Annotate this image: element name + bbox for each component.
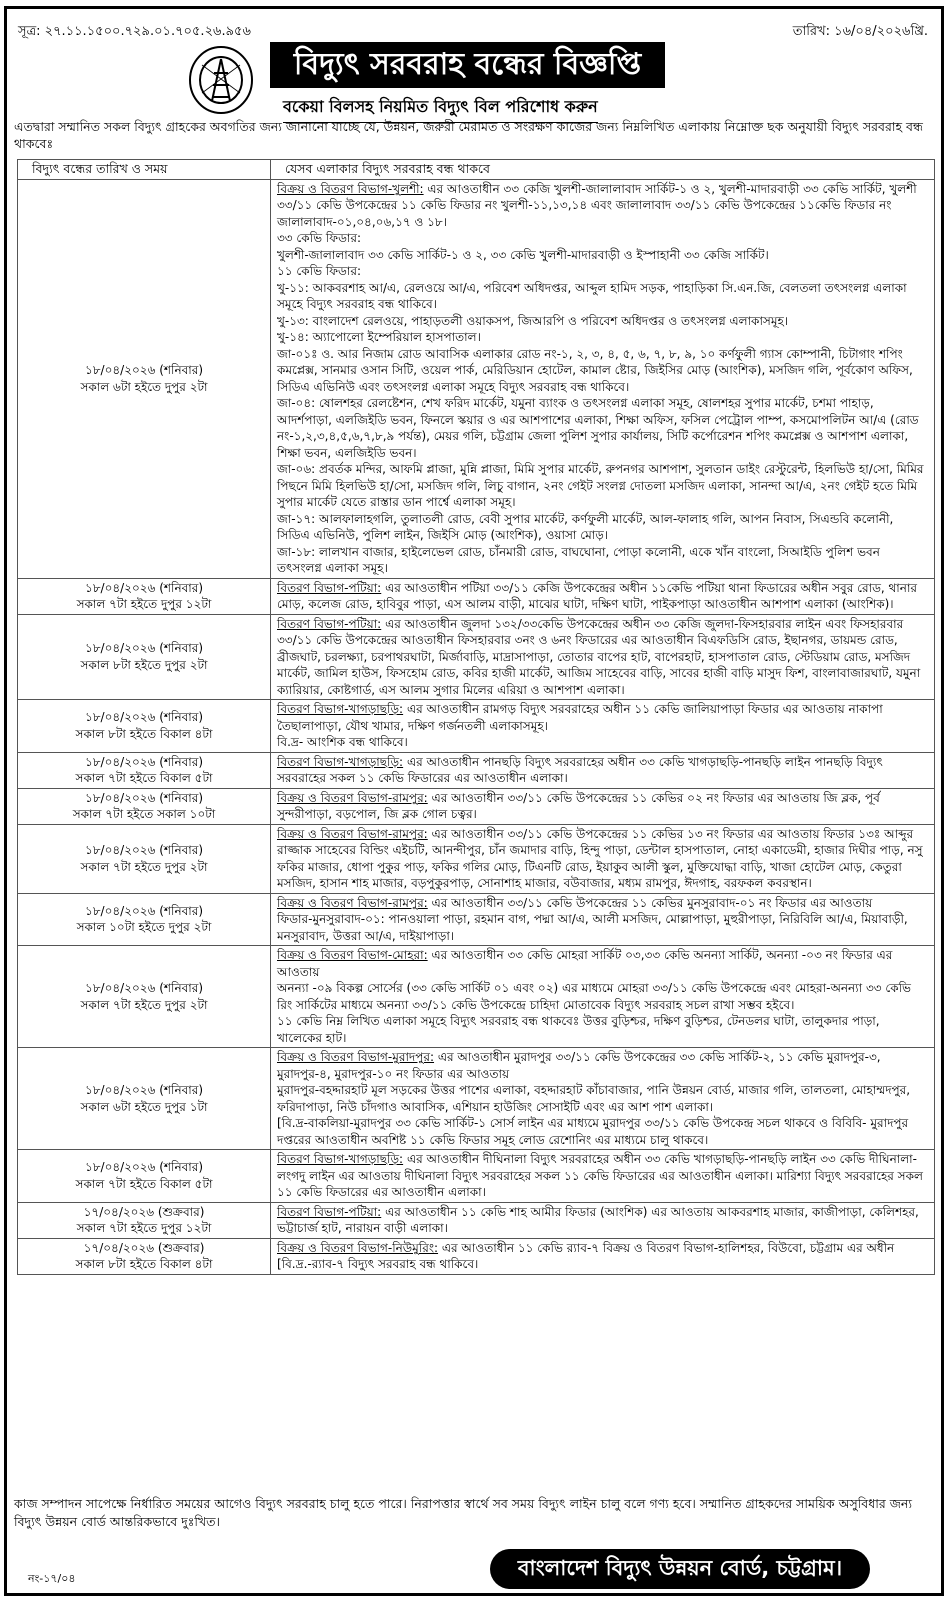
division-name: বিতরণ বিভাগ-খাগড়াছড়ি: — [277, 702, 404, 716]
area-text: এর আওতাধীন রামগড় বিদ্যুৎ সরবরাহের অধীন ১১ কেভি জালিয়াপাড়া ফিডার এর আওতায় নাকাপা তৈছালাপাড়া, যৌথ খামার, দক্ষিণ গর্জনতলী এলাকাসমূহ। — [277, 702, 883, 733]
area-text: জা-০৪: ষোলশহর রেলষ্টেশন, শেখ ফরিদ মার্কেট, যমুনা ব্যাংক ও তৎসংলগ্ন এলাকা সমূহ, ষোলশহর সুপার মার্কেট, চশমা পাহাড়, আদর্শপাড়া, এলজিইডি ভবন, ফিনলে স্কয়ার ও এর আশপাশের এলাকা, শিক্ষা অফিস, ফসিল পেট্রোল পাম্প, কসমোপলিটন আ/এ (রোড নং-১,২,৩,৪,৫,৬,৭,৮,৯ পর্যন্ত), মেয়র গলি, চট্টগ্রাম জেলা পুলিশ সুপার কার্যালয়, সিটি কর্পোরেশন শপিং কমপ্লেক্স ও আশপাশ এলাকা, শিক্ষা ভবন, এলজিইডি ভবন। — [277, 396, 919, 460]
area-text: খু-১৪: অ্যাপোলো ইম্পেরিয়াল হাসপাতাল। — [277, 330, 481, 344]
table-row — [18, 614, 935, 700]
outage-time: সকাল ৮টা হইতে দুপুর ২টা — [80, 657, 208, 672]
affected-areas — [271, 1150, 935, 1203]
table-row — [18, 824, 935, 893]
table-row — [18, 1150, 935, 1203]
area-text: এর আওতাধীন ৩৩/১১ কেভি উপকেন্দ্রের ১১ কেভির ১৩ নং ফিডার এর আওতায় ফিডার ১৩ঃ আব্দুর রাজ্জাক সাহেবের বিল্ডিং এইচটি, আনন্দীপুর, চাঁন জমাদার বাড়ি, হিন্দু পাড়া, ডেন্টাল হাসপাতাল, নোহা একাডেমী, হাজার দিঘীর পাড়, নসু ফকির মাজার, ধোপা পুকুর পাড়, ফকির গলির মোড়, টিএনটি রোড, ইয়াকুব আলী স্কুল, মুক্তিযোদ্ধা বাড়ি, খাজা হোটেল মোড়, কেতুরা মসজিদ, হাসান শাহ মাজার, বড়পুকুরপাড়, সোনাশাহ মাজার, বউবাজার, মধ্যম রামপুর, ঈদগাহ, বরফকল কবরস্থান। — [277, 826, 923, 890]
area-paragraph — [277, 329, 928, 346]
affected-areas — [271, 1202, 935, 1238]
area-paragraph — [277, 1013, 928, 1046]
affected-areas — [271, 788, 935, 824]
table-row — [18, 1202, 935, 1238]
area-paragraph — [277, 346, 928, 396]
division-name: বিতরণ বিভাগ-পটিয়া: — [277, 616, 382, 631]
area-text: খুলশী-জালালাবাদ ৩৩ কেভি সার্কিট-১ ও ২, ৩৩ কেভি খুলশী-মাদারবাড়ী ও ইস্পাহানী ৩৩ কেজি সার্কিট। — [277, 247, 769, 262]
area-paragraph — [277, 734, 928, 751]
area-text: এর আওতাধীন পটিয়া ৩৩/১১ কেজি উপকেন্দ্রের অধীন ১১কেভি পটিয়া থানা ফিডারের অধীন সবুর রোড, থানার মোড়, কলেজ রোড, হাবিবুর পাড়া, এস আলম বাড়ী, মাঝের ঘাটা, দক্ষিণ ঘাটা, পাইকপাড়া আওতাধীন আশপাশ এলাকা (আংশিক)। — [277, 580, 918, 611]
area-paragraph — [277, 395, 928, 461]
division-name: বিতরণ বিভাগ-পটিয়া: — [277, 580, 382, 595]
area-text: এর আওতাধীন জুলদা ১৩২/৩৩কেভি উপকেন্দ্রের অধীন ৩৩ কেজি জুলদা-ফিসহারবার লাইন এবং ফিসহারবার ৩৩/১১ কেভি উপকেন্দ্রের আওতাধীন ফিসহারবার ৩নং ও ৬নং ফিডারের এর আওতাধীন বিএফডিসি রোড, ইছানগর, ডায়মন্ড রোড, ব্রীজঘাট, চরলক্ষ্যা, চরপাথরঘাটা, মির্জাবাড়ি, মাদ্রাসাপাড়া, তোতার বাপের হাট, বাপেরহাট, হাসপাতাল রোড, স্টেডিয়াম রোড, মসজিদ মার্কেট, জামিল হাউস, ফিসহোম রোড, কবির হাজী মার্কেট, আজিম সাহেবের বাড়ি, সাবের হাজী বাড়ি মাসুদ ফিশ, বাংলাবাজারঘাট, যমুনা ক্যারিয়ার, কোষ্টগার্ড, এস আলম সুগার মিলের এরিয়া ও আশপাশ এলাকা। — [277, 616, 921, 697]
area-text: জা-০৬: প্রবর্তক মন্দির, আফমি প্লাজা, মুন্নি প্লাজা, মিমি সুপার মার্কেট, রুপনগর আশপাশ, সুলতান ডাইং রেস্টুরেন্ট, হিলভিউ হা/সো, মিমির পিছনে মিমি হিলভিউ হা/সো, মসজিদ গলি, লিচু বাগান, ২নং গেইট সংলগ্ন দোতলা মসজিদ এলাকা, সানন্দা আ/এ, ২নং গেইট হতে মিমি সুপার মার্কেট যেতে রাস্তার ডান পার্শ্বে এলাকা সমূহ। — [277, 462, 924, 509]
division-name: বিক্রয় ও বিতরণ বিভাগ-রামপুর: — [277, 895, 428, 910]
outage-time: সকাল ৮টা হইতে বিকাল ৪টা — [75, 1257, 213, 1271]
affected-areas — [271, 946, 935, 1048]
area-text: জা-১৮: লালখান বাজার, হাইলেভেল রোড, চাঁনমারী রোড, বাঘঘোনা, পোড়া কলোনী, একে খাঁন বাংলো, সিআইডি পুলিশ ভবন তৎসংলগ্ন এলাকা সমূহ। — [277, 544, 880, 575]
area-paragraph — [277, 826, 928, 892]
table-row — [18, 1238, 935, 1274]
affected-areas — [271, 752, 935, 788]
outage-date: ১৮/০৪/২০২৬ (শনিবার) — [84, 843, 204, 857]
area-paragraph — [277, 461, 928, 511]
area-text: এর আওতাধীন ৩৩ কেভি মোহরা সার্কিট ০৩,৩৩ কেভি অনন্যা সার্কিট, অনন্যা -০৩ নং ফিডার এর আওতায় — [277, 948, 893, 979]
outage-date: ১৮/০৪/২০২৬ (শনিবার) — [84, 641, 204, 656]
table-row — [18, 946, 935, 1048]
area-text: অনন্যা -০৯ বিকল্প সোর্সের (৩৩ কেভি সার্কিট ০১ এবং ০২) এর মাধ্যমে মোহরা ৩৩/১১ কেভি উপকেন্দ্রে এবং মোহরা-অনন্যা ৩৩ কেভি রিং সার্কিটের মাধ্যমে অনন্যা ৩৩/১১ কেভি উপকেন্দ্রে চাহিদা মোতাবেক বিদ্যুৎ সরবরাহ সচল রাখা সম্ভব হইবে। — [277, 981, 911, 1012]
issuer-signature: বাংলাদেশ বিদ্যুৎ উন্নয়ন বোর্ড, চট্টগ্রাম। — [490, 1549, 870, 1589]
outage-date: ১৮/০৪/২০২৬ (শনিবার) — [84, 1160, 204, 1175]
area-paragraph — [277, 580, 928, 613]
outage-date-time — [18, 700, 271, 753]
outage-time: সকাল ৭টা হইতে বিকাল ৫টা — [75, 771, 213, 785]
area-paragraph — [277, 544, 928, 577]
notice-subtitle: বকেয়া বিলসহ নিয়মিত বিদ্যুৎ বিল পরিশোধ করুন — [283, 94, 598, 123]
outage-date-time — [18, 788, 271, 824]
outage-time: সকাল ৭টা হইতে বিকাল ৫টা — [75, 1176, 213, 1191]
outage-time: সকাল ৬টা হইতে দুপুর ১টা — [80, 1099, 208, 1114]
area-paragraph — [277, 701, 928, 734]
outage-date-time — [18, 578, 271, 614]
area-paragraph — [277, 511, 928, 544]
area-paragraph — [277, 1204, 928, 1237]
table-row — [18, 179, 935, 578]
outage-time: সকাল ৬টা হইতে দুপুর ২টা — [80, 379, 208, 394]
intro-text: এতদ্বারা সম্মানিত সকল বিদ্যুৎ গ্রাহকের অবগতির জন্য জানানো যাচ্ছে যে, উন্নয়ন, জরুরী মেরামত ও সংরক্ষণ কাজের জন্য নিম্নলিখিত এলাকায় নিম্নোক্ত ছক অনুযায়ী বিদ্যুৎ সরবরাহ বন্ধ থাকবেঃ — [14, 119, 923, 151]
area-paragraph — [277, 616, 928, 699]
area-text: খু-১১: আকবরশাহ আ/এ, রেলওয়ে আ/এ, পরিবেশ অধিদপ্তর, আব্দুল হামিদ সড়ক, পাহাড়িকা সি.এন.জি, বেলতলা তৎসংলগ্ন এলাকা সমূহে বিদ্যুৎ সরবরাহ বন্ধ থাকিবে। — [277, 280, 907, 311]
column-header-date-time: বিদ্যুৎ বন্ধের তারিখ ও সময় — [18, 160, 271, 180]
notice-title: বিদ্যুৎ সরবরাহ বন্ধের বিজ্ঞপ্তি — [270, 42, 665, 88]
reference-number: সূত্র: ২৭.১১.১৫০০.৭২৯.০১.৭০৫.২৬.৯৫৬ — [18, 24, 251, 39]
area-paragraph — [277, 247, 928, 264]
division-name: বিক্রয় ও বিতরণ বিভাগ-খুলশী: — [277, 181, 424, 196]
area-text: মুরাদপুর-বহদ্দারহাট মূল সড়কের উত্তর পাশের এলাকা, বহদ্দারহাট কাঁচাবাজার, পানি উন্নয়ন বোর্ড, মাজার গলি, তালতলা, মোহাম্মদপুর, ফরিদাপাড়া, নিউ চাঁদগাও আবাসিক, এশিয়ান হাউজিং সোসাইটি এবং এর আশ পাশ এলাকা। — [277, 1083, 911, 1114]
area-paragraph — [277, 1049, 928, 1082]
affected-areas — [271, 893, 935, 946]
outage-date: ১৮/০৪/২০২৬ (শনিবার) — [84, 754, 204, 769]
area-text: জা-১৭: আলফালাহগলি, তুলাতলী রোড, বেবী সুপার মার্কেট, কর্ণফুলী মার্কেট, আল-ফালাহ গলি, আপন নিবাস, সিএন্ডবি কলোনী, সিডিএ এভিনিউ, পুলিশ লাইন, জিইসি মোড় (আংশিক), ওয়াসা মোড়। — [277, 511, 894, 542]
outage-date-time — [18, 179, 271, 578]
area-text: এর আওতাধীন ৩৩/১১ কেভি উপকেন্দ্রের ১১ কেভির ০২ নং ফিডার এর আওতায় জি ব্লক, পূর্ব সুন্দরীপাড়া, বড়পোল, জি ব্লক গোল চত্বর। — [277, 790, 880, 821]
table-header-row — [18, 160, 935, 180]
outage-date: ১৭/০৪/২০২৬ (শুক্রবার) — [83, 1204, 205, 1219]
division-name: বিক্রয় ও বিতরণ বিভাগ-রামপুর: — [277, 790, 428, 805]
outage-time: সকাল ৭টা হইতে দুপুর ২টা — [80, 859, 208, 874]
division-name: বিতরণ বিভাগ-পটিয়া: — [277, 1204, 382, 1219]
column-header-areas: যেসব এলাকার বিদ্যুৎ সরবরাহ বন্ধ থাকবে — [271, 160, 935, 180]
table-row — [18, 788, 935, 824]
area-text: জা-০১ঃ ও. আর নিজাম রোড আবাসিক এলাকার রোড নং-১, ২, ৩, ৪, ৫, ৬, ৭, ৮, ৯, ১০ কর্ণফুলী গ্যাস কোম্পানী, চিটাগাং শপিং কমপ্লেক্স, সানমার ওসান সিটি, ওয়েল পার্ক, মেরিডিয়ান হোটেল, কামাল ষ্টোর, জিইসির মোড় (আংশিক), মসজিদ গলি, পূর্বকোণ অফিস, সিডিএ এভিনিউ এবং তৎসংলগ্ন এলাকা সমূহে বিদ্যুৎ সরবরাহ বন্ধ থাকিবে। — [277, 346, 913, 394]
outage-date: ১৮/০৪/২০২৬ (শনিবার) — [84, 1083, 204, 1097]
area-paragraph — [277, 790, 928, 823]
outage-date-time — [18, 1048, 271, 1150]
outage-date-time — [18, 824, 271, 893]
area-paragraph — [277, 181, 928, 231]
outage-time: সকাল ৭টা হইতে দুপুর ২টা — [80, 997, 208, 1012]
outage-date-time — [18, 1202, 271, 1238]
outage-date: ১৮/০৪/২০২৬ (শনিবার) — [84, 710, 204, 725]
outage-date: ১৮/০৪/২০২৬ (শনিবার) — [84, 903, 204, 918]
area-text: ১১ কেভি নিম্ন লিখিত এলাকা সমূহে বিদ্যুৎ সরবরাহ বন্ধ থাকবেঃ উত্তর বুড়িশ্চর, দক্ষিণ বুড়িশ্চর, টেনডলর ঘাটা, তালুকদার পাড়া, খালেকের হাট। — [277, 1014, 880, 1045]
bpdb-logo — [188, 45, 254, 115]
area-paragraph — [277, 280, 928, 313]
area-paragraph — [277, 1151, 928, 1201]
area-text: ১১ কেভি ফিডার: — [277, 264, 361, 278]
area-text: এর আওতাধীন মুরাদপুর ৩৩/১১ কেভি উপকেন্দ্রের ৩৩ কেভি সার্কিট-২, ১১ কেভি মুরাদপুর-৩, মুরাদপুর-৪, মুরাদপুর-১০ নং ফিডার এর আওতায় — [277, 1050, 881, 1081]
outage-date: ১৮/০৪/২০২৬ (শনিবার) — [84, 790, 204, 805]
outage-table — [17, 159, 935, 1275]
area-paragraph — [277, 895, 928, 912]
division-name: বিতরণ বিভাগ-খাগড়াছড়ি: — [277, 1152, 404, 1166]
area-paragraph — [277, 313, 928, 330]
area-paragraph — [277, 947, 928, 980]
notice-date: তারিখ: ১৬/০৪/২০২৬খ্রি. — [792, 24, 928, 39]
outage-date-time — [18, 614, 271, 700]
outage-date: ১৮/০৪/২০২৬ (শনিবার) — [84, 981, 204, 995]
area-text: এর আওতাধীন ৩৩/১১ কেভি উপকেন্দ্রের ১১ কেভির মুনসুরাবাদ-০১ নং ফিডার এর আওতায় — [431, 895, 873, 910]
area-text: বি.দ্র- আংশিক বন্ধ থাকিবে। — [277, 735, 408, 749]
division-name: বিক্রয় ও বিতরণ বিভাগ-রামপুর: — [277, 826, 428, 841]
division-name: বিক্রয় ও বিতরণ বিভাগ-মুরাদপুর: — [277, 1050, 435, 1064]
outage-time: সকাল ৭টা হইতে দুপুর ১২টা — [76, 1221, 212, 1235]
area-paragraph — [277, 1082, 928, 1115]
area-text: ফিডার-মুনসুরাবাদ-০১: পানওয়ালা পাড়া, রহমান বাগ, পদ্মা আ/এ, আলী মসজিদ, মোল্লাপাড়া, মুহুরীপাড়া, নিরিবিলি আ/এ, মিয়াবাড়ী, মনসুরাবাদ, উত্তরা আ/এ, দাইয়াপাড়া। — [277, 912, 908, 943]
division-name: বিতরণ বিভাগ-খাগড়াছড়ি: — [277, 754, 404, 769]
outage-date-time — [18, 1150, 271, 1203]
table-row — [18, 578, 935, 614]
outage-date: ১৭/০৪/২০২৬ (শুক্রবার) — [83, 1240, 205, 1255]
area-text: এর আওতাধীন ১১ কেভি শাহ আমীর ফিডার (আংশিক) এর আওতায় আকবরশাহ মাজার, কাজীপাড়া, কেলিশহর, ভট্টাচার্জ হাট, নারায়ন বাড়ী এলাকা। — [277, 1204, 919, 1235]
area-text: এর আওতাধীন ৩৩ কেজি খুলশী-জালালাবাদ সার্কিট-১ ও ২, খুলশী-মাদারবাড়ী ৩৩ কেভি সার্কিট, খুলশী ৩৩/১১ কেভি উপকেন্দ্রের ১১ কেভি ফিডার নং খুলশী-১১,১৩,১৪ এবং জালালাবাদ ৩৩/১১ কেভি উপকেন্দ্রের ১১কেভি ফিডার নং জালালাবাদ-০১,০৪,০৬,১৭ ও ১৮। — [277, 181, 917, 229]
area-text: [বি.দ্র-বাকলিয়া-মুরাদপুর ৩৩ কেভি সার্কিট-১ সোর্স লাইন এর মাধ্যমে মুরাদপুর ৩৩/১১ কেভি উপকেন্দ্র সচল থাকবে ও বিবিবি- মুরাদপুর দপ্তরের আওতাধীন অবশিষ্ট ১১ কেভি ফিডার সমূহ লোড রেশোনিং এর মাধ্যমে চালু থাকবে। — [277, 1116, 909, 1147]
footer-note: কাজ সম্পাদন সাপেক্ষে নির্ধারিত সময়ের আগেও বিদ্যুৎ সরবরাহ চালু হতে পারে। নিরাপত্তার স্বার্থে সব সময় বিদ্যুৎ লাইন চালু বলে গণ্য হবে। সম্মানিত গ্রাহকদের সাময়িক অসুবিধার জন্য বিদ্যুৎ উন্নয়ন বোর্ড আন্তরিকভাবে দুঃখিত। — [14, 1496, 912, 1529]
table-row — [18, 1048, 935, 1150]
area-paragraph — [277, 911, 928, 944]
affected-areas — [271, 614, 935, 700]
area-paragraph — [277, 980, 928, 1013]
outage-date-time — [18, 752, 271, 788]
outage-date-time — [18, 946, 271, 1048]
area-paragraph — [277, 1240, 928, 1257]
table-row — [18, 893, 935, 946]
affected-areas — [271, 578, 935, 614]
affected-areas — [271, 179, 935, 578]
outage-date: ১৮/০৪/২০২৬ (শনিবার) — [84, 363, 204, 377]
affected-areas — [271, 1238, 935, 1274]
division-name: বিক্রয় ও বিতরণ বিভাগ-নিউমুরিং: — [277, 1240, 439, 1255]
area-text: [বি.দ্র.-র‍্যাব-৭ বিদ্যুৎ সরবরাহ বন্ধ থাকিবে। — [277, 1257, 479, 1271]
outage-time: সকাল ৭টা হইতে দুপুর ১২টা — [76, 597, 212, 611]
affected-areas — [271, 1048, 935, 1150]
area-text: এর আওতাধীন দীঘিনালা বিদ্যুৎ সরবরাহের অধীন ৩৩ কেভি খাগড়াছড়ি-পানছড়ি লাইন ৩৩ কেভি দীঘিনালা-লংগদু লাইন এর আওতায় দীঘিনালা বিদ্যুৎ সরবরাহের সকল ১১ কেভি ফিডারের এর আওতাধীন এলাকা। মারিশ্যা বিদ্যুৎ সরবরাহের সকল ১১ কেভি ফিডারের এর আওতাধীন এলাকা। — [277, 1152, 923, 1199]
table-row — [18, 700, 935, 753]
area-text: খু-১৩: বাংলাদেশ রেলওয়ে, পাহাড়তলী ওয়াকসপ, জিআরপি ও পরিবেশ অধিদপ্তর ও তৎসংলগ্ন এলাকাসমূহ। — [277, 313, 789, 328]
notice-number: নং-১৭/০৪ — [28, 1572, 76, 1585]
area-text: এর আওতাধীন ১১ কেভি র‍্যাব-৭ বিক্রয় ও বিতরণ বিভাগ-হালিশহর, বিউবো, চট্টগ্রাম এর অধীন — [441, 1240, 895, 1255]
outage-time: সকাল ৭টা হইতে সকাল ১০টা — [72, 807, 216, 821]
area-paragraph — [277, 754, 928, 787]
division-name: বিক্রয় ও বিতরণ বিভাগ-মোহরা: — [277, 948, 428, 962]
area-paragraph — [277, 1256, 928, 1273]
outage-date-time — [18, 1238, 271, 1274]
outage-time: সকাল ১০টা হইতে দুপুর ২টা — [76, 920, 212, 935]
area-text: এর আওতাধীন পানছড়ি বিদ্যুৎ সরবরাহের অধীন ৩৩ কেভি খাগড়াছড়ি-পানছড়ি লাইন পানছড়ি বিদ্যুৎ সরবরাহের সকল ১১ কেভি ফিডারের এর আওতাধীন এলাকা। — [277, 754, 883, 785]
area-paragraph — [277, 230, 928, 247]
outage-time: সকাল ৮টা হইতে বিকাল ৪টা — [75, 726, 213, 741]
table-row — [18, 752, 935, 788]
outage-date-time — [18, 893, 271, 946]
area-paragraph — [277, 263, 928, 280]
affected-areas — [271, 700, 935, 753]
area-text: ৩৩ কেভি ফিডার: — [277, 231, 362, 245]
outage-date: ১৮/০৪/২০২৬ (শনিবার) — [84, 580, 204, 595]
area-paragraph — [277, 1115, 928, 1148]
affected-areas — [271, 824, 935, 893]
